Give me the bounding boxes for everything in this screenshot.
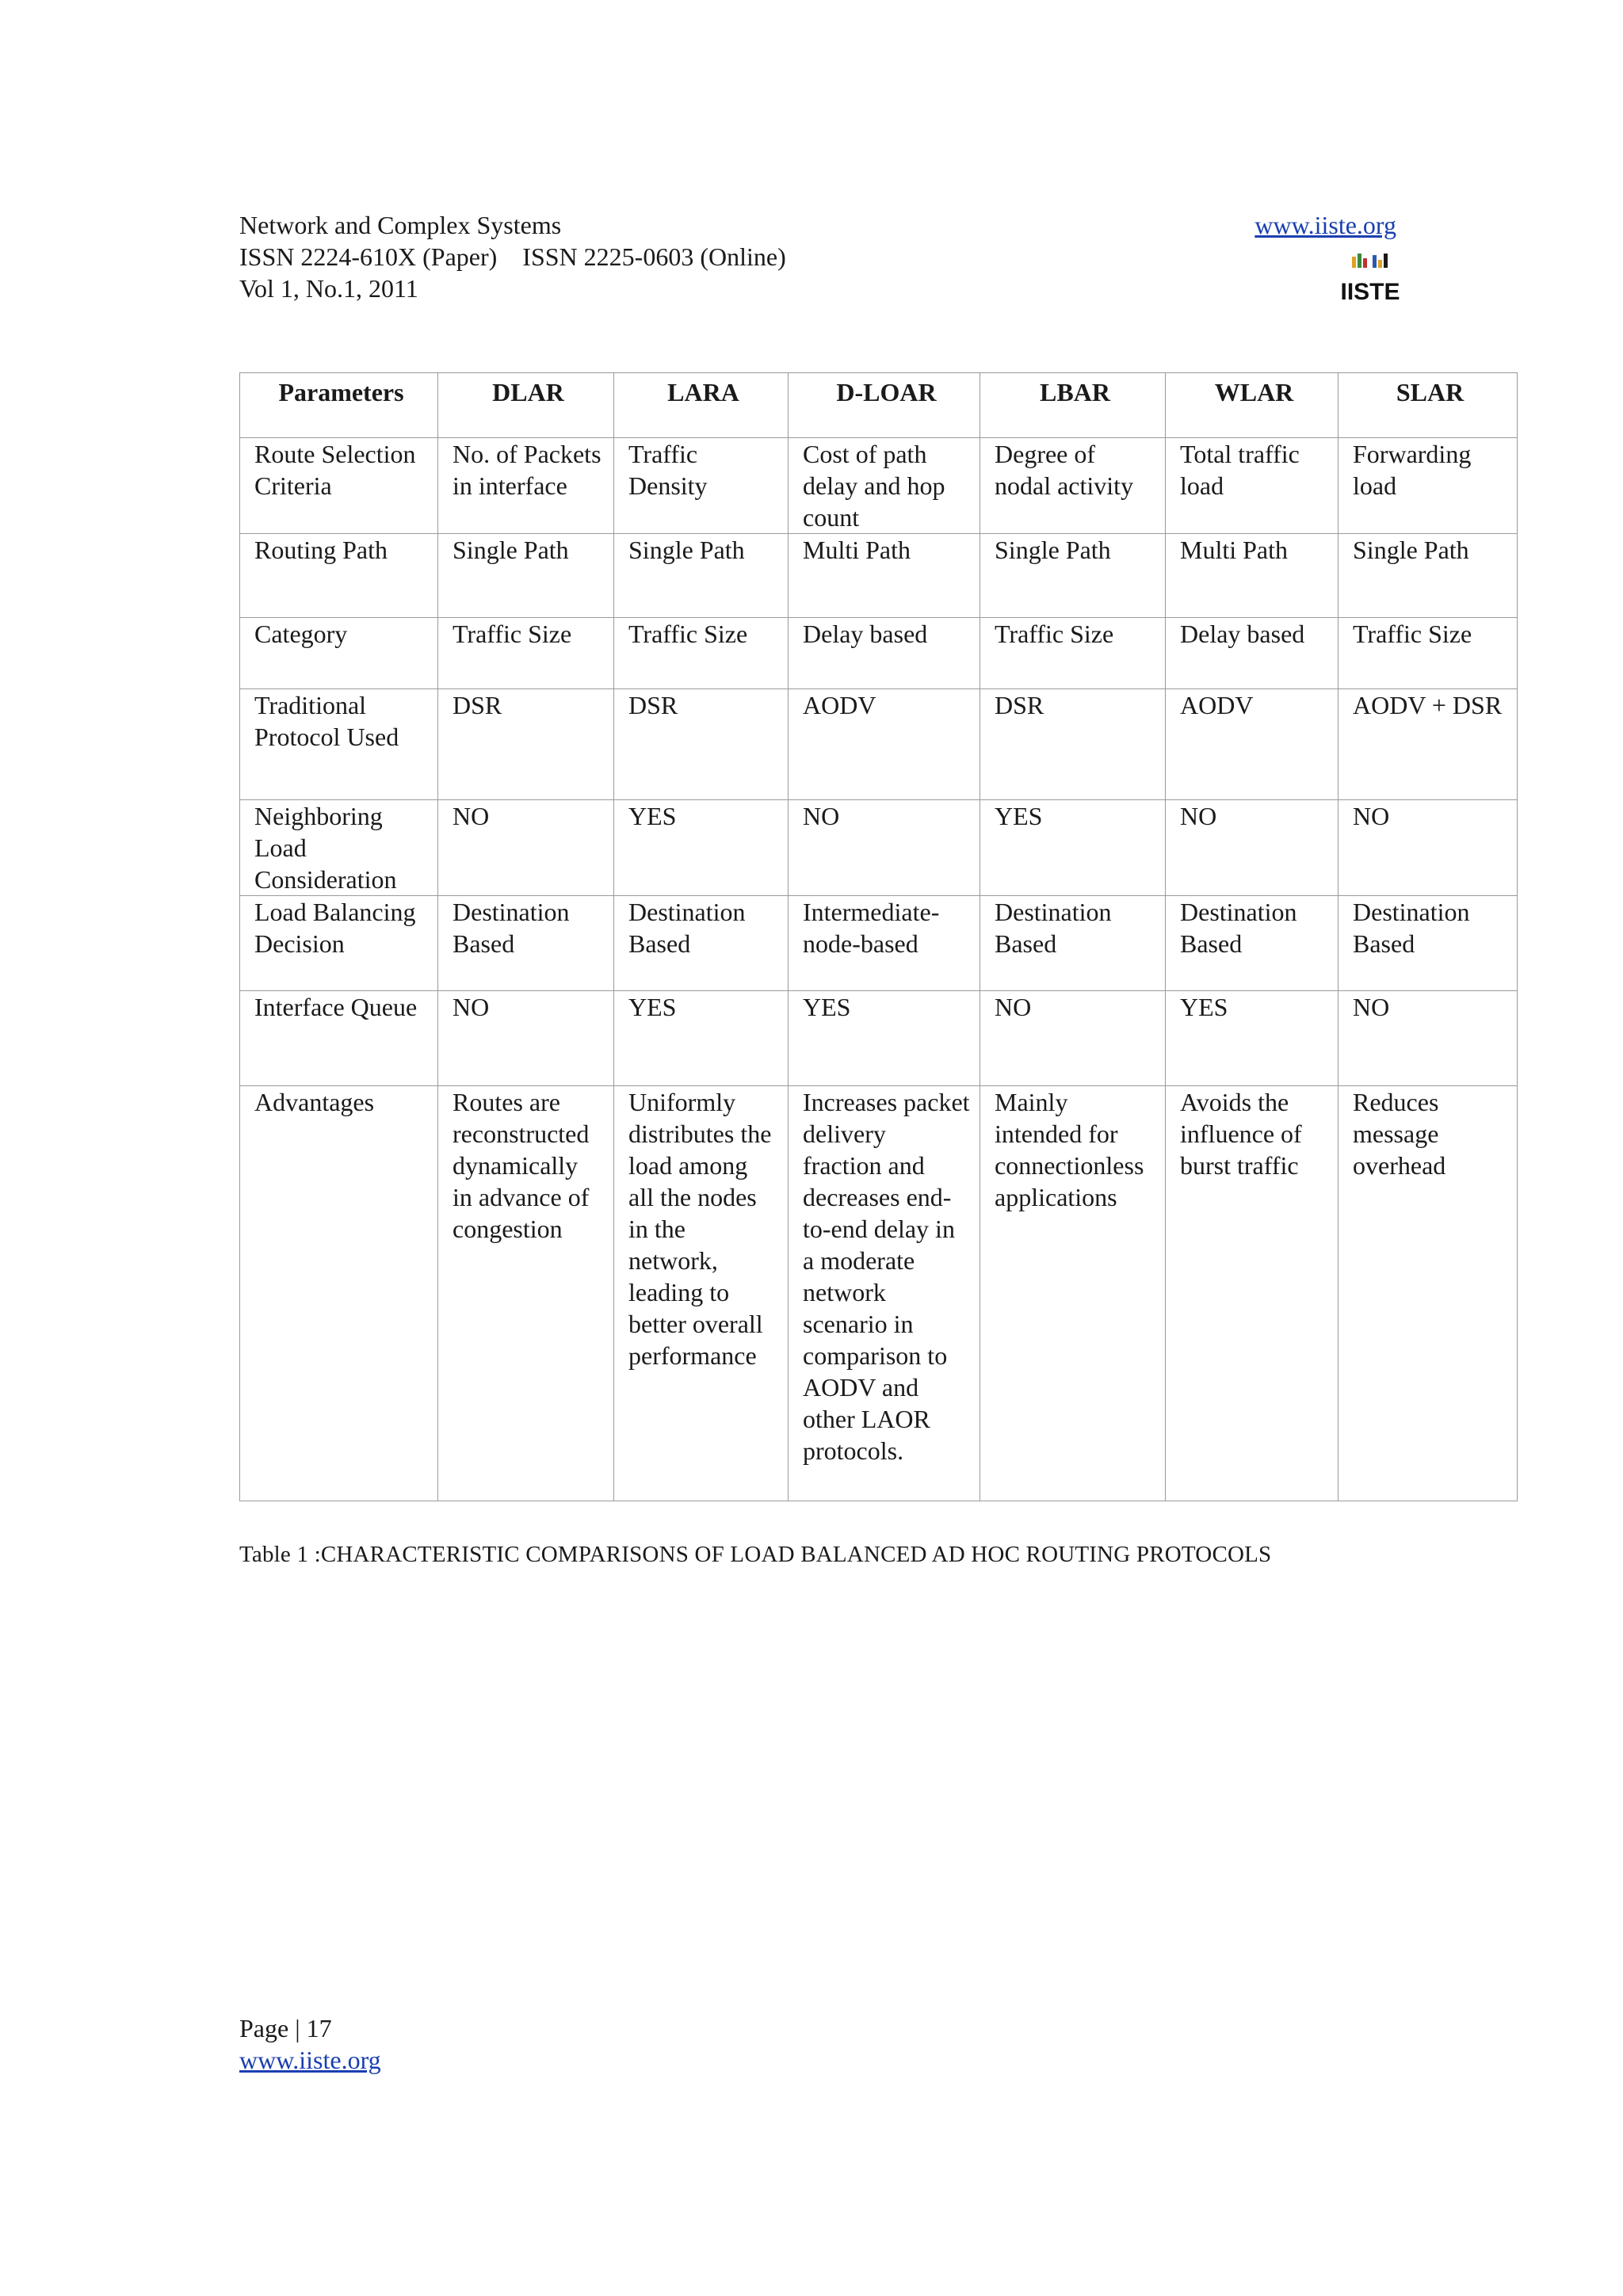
table-cell: Reduces message overhead — [1338, 1086, 1518, 1501]
table-cell: Destination Based — [1338, 896, 1518, 991]
table-cell: Traffic Size — [614, 618, 789, 689]
column-header: D-LOAR — [789, 373, 980, 438]
table-cell: YES — [980, 800, 1166, 896]
journal-title: Network and Complex Systems — [239, 211, 562, 239]
page-header — [239, 209, 1400, 312]
table-cell: Single Path — [980, 534, 1166, 618]
table-cell: Delay based — [1166, 618, 1338, 689]
table-cell: Routes are reconstructed dynamically in advance of congestion — [438, 1086, 614, 1501]
table-cell: DSR — [980, 689, 1166, 800]
table-cell: NO — [438, 800, 614, 896]
table-cell: YES — [614, 991, 789, 1086]
table-header-row — [240, 373, 1518, 438]
table-cell: YES — [1166, 991, 1338, 1086]
table-cell: Interface Queue — [240, 991, 438, 1086]
table-cell: NO — [980, 991, 1166, 1086]
table-row — [240, 991, 1518, 1086]
table-cell: Traffic Size — [1338, 618, 1518, 689]
table-cell: Single Path — [614, 534, 789, 618]
table-cell: Destination Based — [614, 896, 789, 991]
table-row — [240, 618, 1518, 689]
table-cell: Advantages — [240, 1086, 438, 1501]
column-header: DLAR — [438, 373, 614, 438]
column-header: Parameters — [240, 373, 438, 438]
table-cell: Forwarding load — [1338, 438, 1518, 534]
table-cell: DSR — [614, 689, 789, 800]
table-cell: Intermediate-node-based — [789, 896, 980, 991]
table-cell: Destination Based — [1166, 896, 1338, 991]
table-cell: AODV — [1166, 689, 1338, 800]
issn-line: ISSN 2224-610X (Paper) ISSN 2225-0603 (Online) — [239, 242, 786, 271]
table-cell: AODV + DSR — [1338, 689, 1518, 800]
table-cell: Total traffic load — [1166, 438, 1338, 534]
table-cell: Destination Based — [980, 896, 1166, 991]
table-cell: Neighboring Load Consideration — [240, 800, 438, 896]
table-cell: Destination Based — [438, 896, 614, 991]
table-cell: NO — [1338, 991, 1518, 1086]
table-row — [240, 800, 1518, 896]
table-cell: Degree of nodal activity — [980, 438, 1166, 534]
table-cell: YES — [789, 991, 980, 1086]
logo-wordmark: IISTE — [1340, 279, 1400, 305]
table-cell: NO — [789, 800, 980, 896]
column-header: LARA — [614, 373, 789, 438]
table-cell: Category — [240, 618, 438, 689]
table-cell: Single Path — [1338, 534, 1518, 618]
table-cell: Route Selection Criteria — [240, 438, 438, 534]
table-cell: DSR — [438, 689, 614, 800]
journal-info — [239, 209, 786, 304]
column-header: SLAR — [1338, 373, 1518, 438]
table-cell: Traffic Size — [980, 618, 1166, 689]
table-cell: Single Path — [438, 534, 614, 618]
table-cell: Increases packet delivery fraction and decreases end-to-end delay in a moderate network scenario in comparison to AODV and other LAOR protocols. — [789, 1086, 980, 1501]
table-cell: Uniformly distributes the load among all the nodes in the network, leading to better overall performance — [614, 1086, 789, 1501]
table-cell: Multi Path — [1166, 534, 1338, 618]
iiste-logo — [1340, 252, 1400, 307]
table-row — [240, 1086, 1518, 1501]
table-caption: Table 1 :CHARACTERISTIC COMPARISONS OF LOAD BALANCED AD HOC ROUTING PROTOCOLS — [239, 1542, 1272, 1567]
header-website-link[interactable]: www.iiste.org — [1254, 211, 1396, 239]
table-cell: NO — [1166, 800, 1338, 896]
column-header: LBAR — [980, 373, 1166, 438]
table-cell: No. of Packets in interface — [438, 438, 614, 534]
table-cell: AODV — [789, 689, 980, 800]
table-cell: Multi Path — [789, 534, 980, 618]
table-cell: NO — [1338, 800, 1518, 896]
table-cell: Traditional Protocol Used — [240, 689, 438, 800]
table-row — [240, 689, 1518, 800]
table-cell: Traffic Density — [614, 438, 789, 534]
table-cell: Routing Path — [240, 534, 438, 618]
column-header: WLAR — [1166, 373, 1338, 438]
table-row — [240, 438, 1518, 534]
table-cell: Delay based — [789, 618, 980, 689]
table-cell: YES — [614, 800, 789, 896]
footer-website-link[interactable]: www.iiste.org — [239, 2046, 381, 2074]
table-cell: Avoids the influence of burst traffic — [1166, 1086, 1338, 1501]
table-row — [240, 896, 1518, 991]
volume-line: Vol 1, No.1, 2011 — [239, 274, 418, 303]
page-footer — [239, 2012, 381, 2076]
table-cell: Mainly intended for connectionless applications — [980, 1086, 1166, 1501]
table-cell: NO — [438, 991, 614, 1086]
table-row — [240, 534, 1518, 618]
comparison-table — [239, 372, 1518, 1501]
page-number: Page | 17 — [239, 2014, 332, 2042]
table-cell: Cost of path delay and hop count — [789, 438, 980, 534]
table-cell: Traffic Size — [438, 618, 614, 689]
table-cell: Load Balancing Decision — [240, 896, 438, 991]
